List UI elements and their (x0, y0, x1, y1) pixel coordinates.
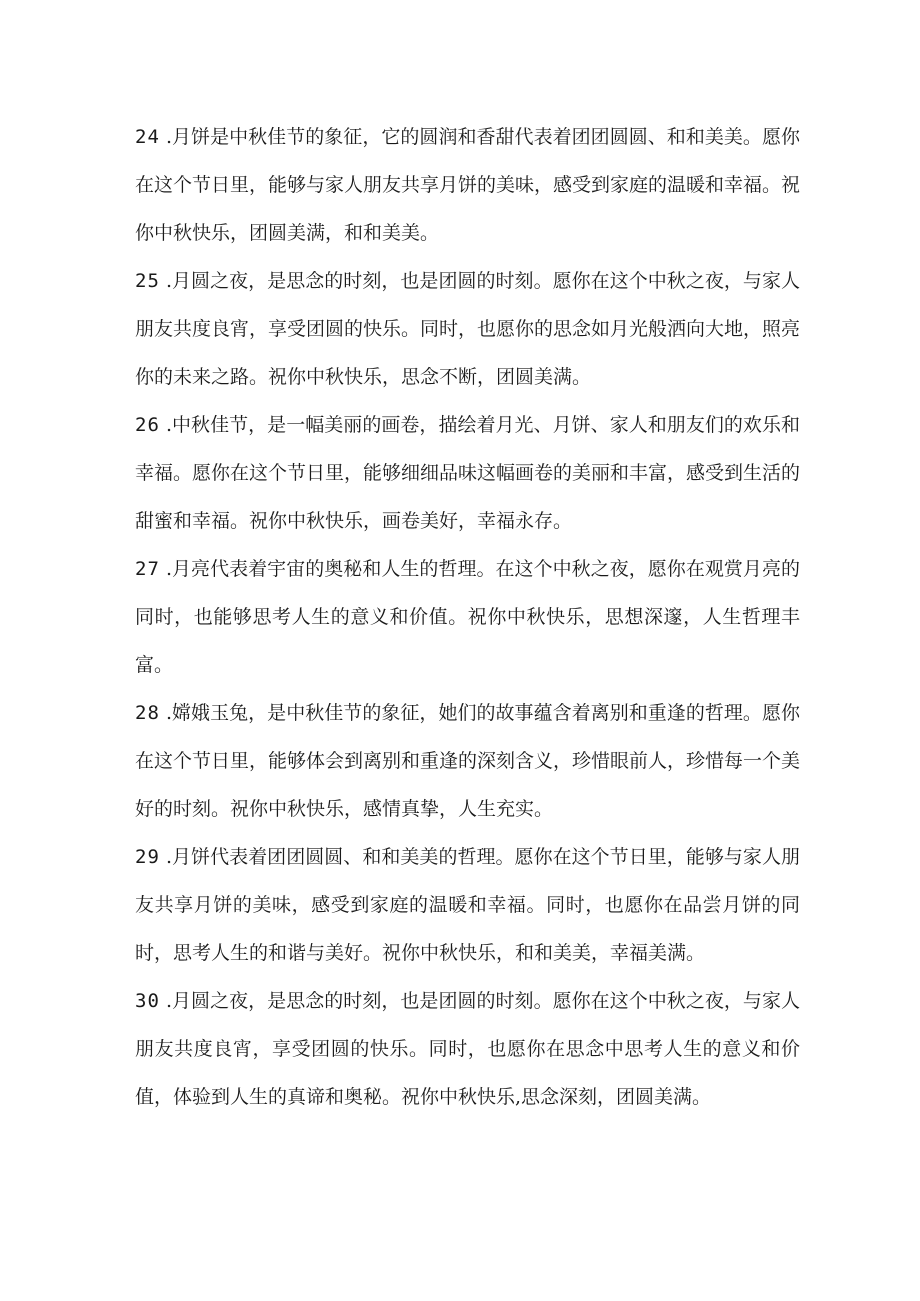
item-number: 27 (135, 558, 160, 580)
item-text: 月圆之夜，是思念的时刻，也是团圆的时刻。愿你在这个中秋之夜，与家人朋友共度良宵，享受团圆的快乐。同时，也愿你在思念中思考人生的意义和价值，体验到人生的真谛和奥秘。祝你中秋快乐,思念深刻，团圆美满。 (135, 990, 800, 1108)
item-text: 月圆之夜，是思念的时刻，也是团圆的时刻。愿你在这个中秋之夜，与家人朋友共度良宵，享受团圆的快乐。同时，也愿你的思念如月光般洒向大地，照亮你的未来之路。祝你中秋快乐，思念不断，团圆美满。 (135, 270, 801, 388)
item-number: 26 (135, 414, 160, 436)
list-item-26 (135, 401, 800, 545)
item-separator: . (159, 846, 172, 868)
item-number: 30 (135, 990, 160, 1012)
item-number: 28 (135, 702, 160, 724)
item-text: 嫦娥玉兔，是中秋佳节的象征，她们的故事蕴含着离别和重逢的哲理。愿你在这个节日里，能够体会到离别和重逢的深刻含义，珍惜眼前人，珍惜每一个美好的时刻。祝你中秋快乐，感情真挚，人生充实。 (135, 702, 801, 820)
item-text: 中秋佳节，是一幅美丽的画卷，描绘着月光、月饼、家人和朋友们的欢乐和幸福。愿你在这个节日里，能够细细品味这幅画卷的美丽和丰富，感受到生活的甜蜜和幸福。祝你中秋快乐，画卷美好，幸福永存。 (135, 414, 801, 532)
list-item-30 (135, 977, 800, 1121)
item-number: 29 (135, 846, 160, 868)
list-item-27 (135, 545, 800, 689)
document-body (135, 113, 800, 1121)
item-separator: . (159, 126, 172, 148)
item-text: 月饼是中秋佳节的象征，它的圆润和香甜代表着团团圆圆、和和美美。愿你在这个节日里，能够与家人朋友共享月饼的美味，感受到家庭的温暖和幸福。祝你中秋快乐，团圆美满，和和美美。 (135, 126, 801, 244)
item-separator: . (159, 558, 172, 580)
item-text: 月亮代表着宇宙的奥秘和人生的哲理。在这个中秋之夜，愿你在观赏月亮的同时，也能够思考人生的意义和价值。祝你中秋快乐，思想深邃，人生哲理丰富。 (135, 558, 800, 676)
item-separator: . (159, 270, 172, 292)
item-text: 月饼代表着团团圆圆、和和美美的哲理。愿你在这个节日里，能够与家人朋友共享月饼的美味，感受到家庭的温暖和幸福。同时，也愿你在品尝月饼的同时，思考人生的和谐与美好。祝你中秋快乐，和和美美，幸福美满。 (135, 846, 800, 964)
item-number: 24 (135, 126, 160, 148)
item-separator: . (159, 702, 172, 724)
list-item-29 (135, 833, 800, 977)
list-item-25 (135, 257, 800, 401)
item-separator: . (159, 414, 172, 436)
list-item-28 (135, 689, 800, 833)
item-separator: . (159, 990, 172, 1012)
item-number: 25 (135, 270, 160, 292)
list-item-24 (135, 113, 800, 257)
